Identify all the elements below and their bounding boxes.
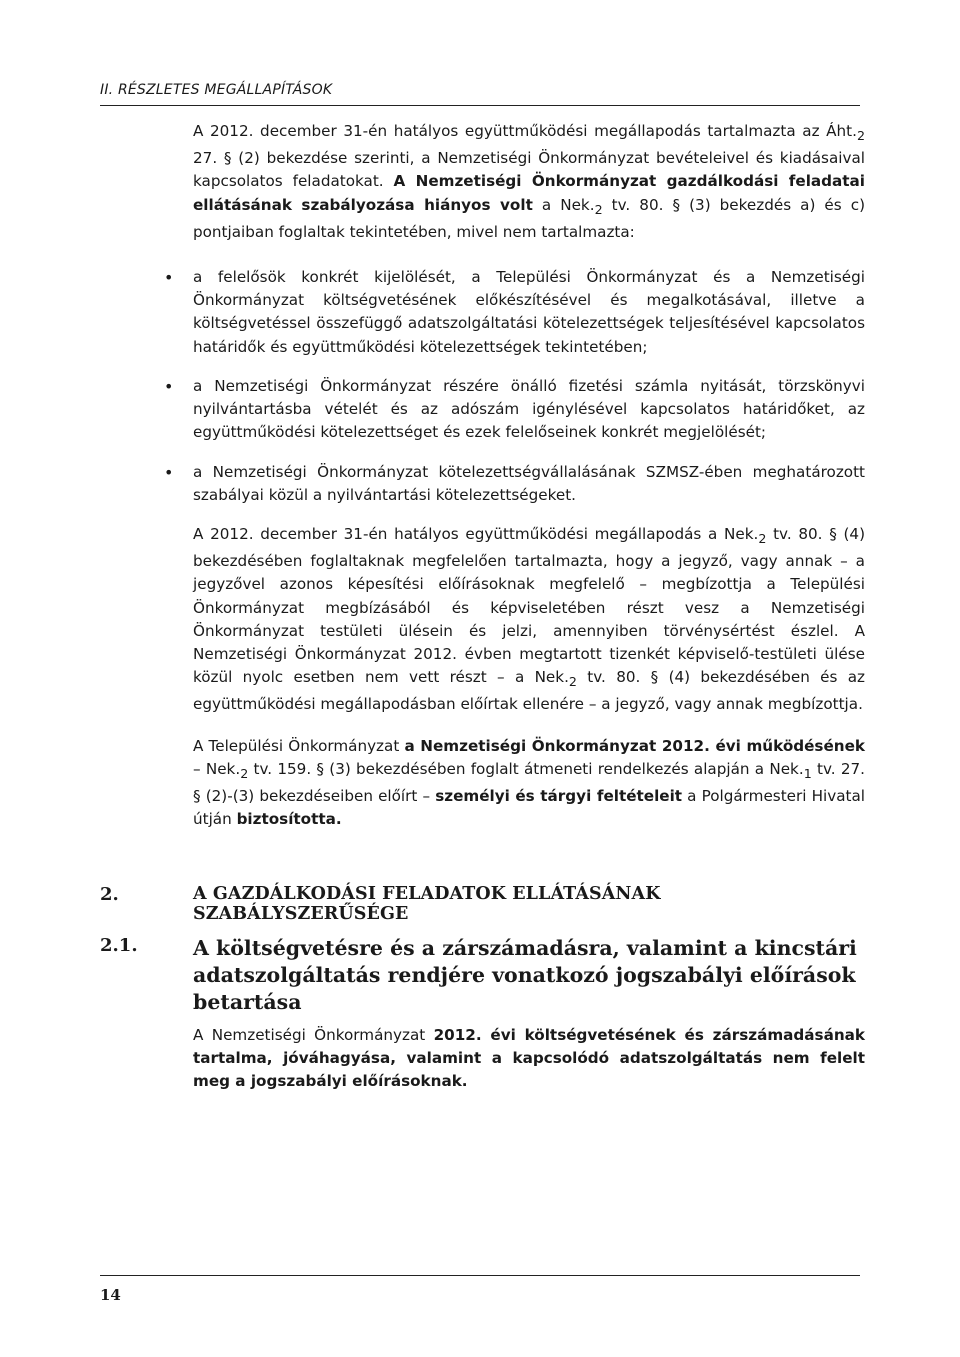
subscript: 1 (803, 765, 812, 781)
footer-rule (100, 1275, 860, 1276)
subscript: 2 (758, 530, 767, 546)
bullet-list (193, 266, 865, 507)
header-rule (100, 105, 860, 106)
bold-finding: 2012. évi költségvetésének és zárszámadásának tartalma, jóváhagyása, valamint a kapcsolódó adatszolgáltatás nem felelt meg a jogszabályi előírásoknak. (193, 1026, 866, 1091)
text-span: a Nek. (532, 195, 595, 214)
text-span: tv. 80. § (4) bekezdésében és az együttműködési megállapodásban előírtak ellenére – a jegyző, vagy annak megbízottja. (193, 668, 866, 714)
list-item: • a felelősök konkrét kijelölését, a Települési Önkormányzat és a Nemzetiségi Önkormányzat költségvetésének előkészítésével és megalkotásával, illetve a költségvetéssel összefüggő adatszolgáltatási kötelezettségek teljesítésével kapcsolatos határidők és együttműködési kötelezettségek tekintetében; (193, 266, 865, 359)
paragraph-1 (193, 120, 865, 244)
text-span: A Települési Önkormányzat (193, 736, 405, 755)
paragraph-2 (193, 523, 865, 717)
running-header: II. RÉSZLETES MEGÁLLAPÍTÁSOK (100, 82, 333, 98)
text-span: 27. § (2) bekezdése szerinti, a Nemzetiségi Önkormányzat bevételeivel és kiadásaival kapcsolatos feladatokat. (193, 149, 865, 191)
text-span: – Nek. (193, 759, 241, 778)
bold-text: a Nemzetiségi Önkormányzat 2012. évi működésének (404, 736, 865, 755)
body-text (193, 120, 865, 831)
list-item: • a Nemzetiségi Önkormányzat részére önálló fizetési számla nyitását, törzskönyvi nyilvántartásba vételét és az adószám igénylésével kapcsolatos határidőket, az együttműködési kötelezettséget és ezek felelőseinek konkrét megjelölését; (193, 375, 865, 445)
section-title: A költségvetésre és a zárszámadásra, valamint a kincstári adatszolgáltatás rendjére vonatkozó jogszabályi előírások betartása (193, 936, 857, 1014)
text-span: tv. 80. § (4) bekezdésében foglaltaknak megfelelően tartalmazta, hogy a jegyző, vagy annak – a jegyzővel azonos képesítési előírásoknak megfelelő – megbízottja a Települési Önkormányzat megbízásából és képviseletében részt vesz a Nemzetiségi Önkormányzat testületi ülésein és jelzi, amennyiben törvénysértést észlel. A Nemzetiségi Önkormányzat 2012. évben megtartott tizenkét képviselő-testületi ülése közül nyolc esetben nem vett részt – a Nek. (193, 524, 865, 687)
page-number: 14 (100, 1286, 121, 1304)
text-span: A Nemzetiségi Önkormányzat (193, 1026, 434, 1044)
subscript: 2 (568, 674, 577, 690)
text-span: A 2012. december 31-én hatályos együttműködési megállapodás a Nek. (193, 524, 759, 543)
subscript: 2 (856, 128, 865, 144)
section-title: A GAZDÁLKODÁSI FELADATOK ELLÁTÁSÁNAK SZABÁLYSZERŰSÉGE (193, 884, 661, 924)
list-item: • a Nemzetiségi Önkormányzat kötelezettségvállalásának SZMSZ-ében meghatározott szabályai közül a nyilvántartási kötelezettségeket. (193, 461, 865, 507)
bold-text: biztosította. (236, 810, 342, 829)
text-span: tv. 80. § (3) bekezdés a) és c) pontjaiban foglaltak tekintetében, mivel nem tartalmazta: (193, 195, 866, 241)
paragraph-3 (193, 735, 865, 832)
text-span: tv. 27. § (2)-(3) bekezdéseiben előírt – (193, 759, 866, 806)
text-span: a Polgármesteri Hivatal útján (193, 787, 865, 829)
section-number: 2. (100, 884, 119, 905)
section-number: 2.1. (100, 935, 138, 956)
bold-finding: A Nemzetiségi Önkormányzat gazdálkodási feladatai ellátásának szabályozása hiányos volt (193, 172, 865, 214)
final-paragraph (193, 1024, 865, 1094)
bold-text: személyi és tárgyi feltételeit (435, 787, 683, 806)
text-span: A 2012. december 31-én hatályos együttműködési megállapodás tartalmazta az Áht. (193, 122, 857, 140)
text-span: tv. 159. § (3) bekezdésében foglalt átmeneti rendelkezés alapján a Nek. (248, 759, 804, 778)
subscript: 2 (594, 201, 603, 217)
subscript: 2 (240, 765, 249, 781)
